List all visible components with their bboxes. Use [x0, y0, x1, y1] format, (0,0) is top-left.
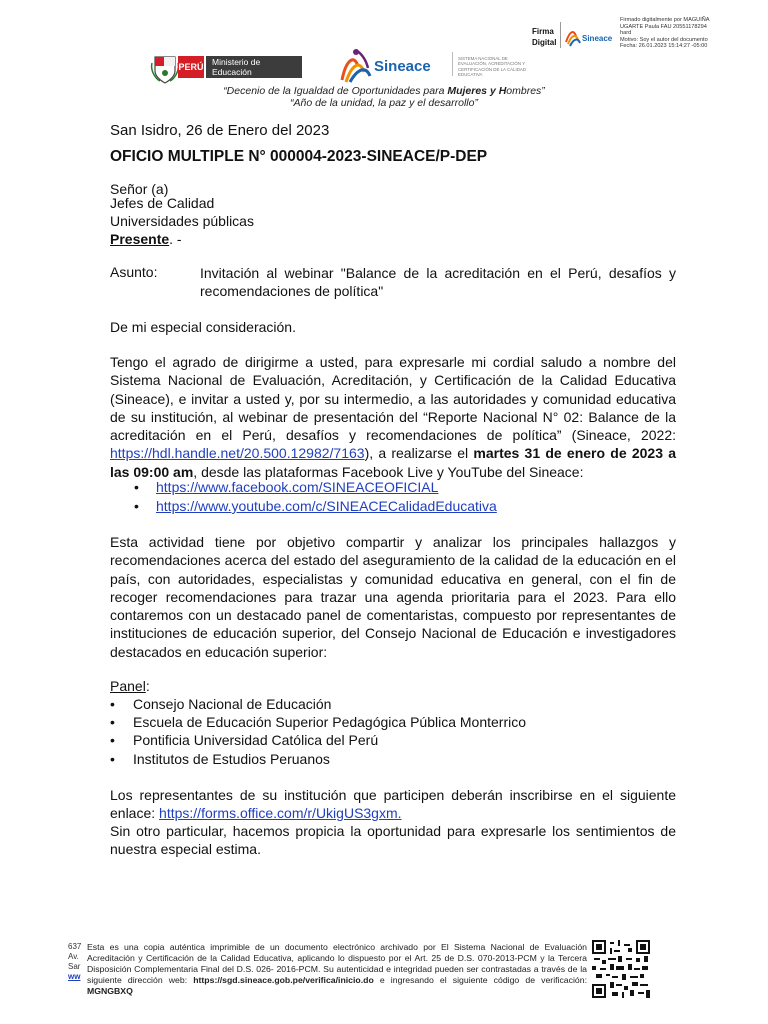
recipient-line: Jefes de Calidad	[110, 195, 215, 211]
registration-link[interactable]: https://forms.office.com/r/UkigUS3gxm.	[159, 805, 402, 822]
signature-divider	[560, 22, 561, 48]
peru-shield-icon	[150, 53, 180, 85]
footer-address-fragment: 637 Av. Sar ww	[68, 942, 82, 981]
paragraph-invitation: Tengo el agrado de dirigirme a usted, para expresarle mi cordial saludo a nombre del Sistema Nacional de Evaluación, Acreditación, y Certificación de la Calidad Educativa (Sineace), e invitar a usted y, por su intermedio, a las autoridades y comunidad educativa de su institución, al webinar de presentación del “Reporte Nacional N° 02: Balance de la acreditación en el Perú, desafíos y recomendaciones de política” (Sineace, 2022: https://hdl.handle.net/20.500.12982/7163), a realizarse el martes 31 de enero de 2023 a las 09:00 am, desde las plataformas Facebook Live y YouTube del Sineace:	[110, 354, 676, 480]
paragraph-closing: Sin otro particular, hacemos propicia la oportunidad para expresarle los sentimientos de nuestra especial estima.	[110, 823, 676, 858]
asunto-label: Asunto:	[110, 264, 158, 280]
sineace-mini-logo-icon	[562, 24, 618, 48]
qr-code-icon	[592, 940, 650, 998]
anio-slogan: “Año de la unidad, la paz y el desarrollo”	[290, 97, 478, 109]
facebook-link[interactable]: https://www.facebook.com/SINEACEOFICIAL	[156, 479, 439, 495]
panel-item: Institutos de Estudios Peruanos	[133, 751, 330, 767]
recipient-line: Universidades públicas	[110, 213, 254, 229]
firma-digital-label: Firma Digital	[532, 27, 557, 47]
bullet-dot: •	[110, 751, 115, 767]
peru-label: PERÚ	[178, 56, 204, 78]
sineace-logo-icon	[336, 46, 376, 84]
oficio-number: OFICIO MULTIPLE N° 000004-2023-SINEACE/P-DEP	[110, 148, 488, 165]
bullet-dot: •	[110, 732, 115, 748]
verification-code: MGNGBXQ	[87, 985, 133, 996]
footer-authenticity-note: Esta es una copia auténtica imprimible de un documento electrónico archivado por El Sistema Nacional de Evaluación Acreditación y Certificación de la Calidad Educativa, aplicando lo dispuesto por el Art. 25 de D.S. 070-2013-PCM y la Tercera Disposición Complementaria Final del D.S. 026- 2016-PCM. Su autenticidad e integridad pueden ser contrastadas a través de la siguiente dirección web: https://sgd.sineace.gob.pe/verifica/inicio.do e ingresando el siguiente código de verificación: MGNGBXQ	[87, 942, 587, 996]
sineace-divider	[452, 52, 453, 76]
bullet-dot: •	[110, 714, 115, 730]
paragraph-registration: Los representantes de su institución que participen deberán inscribirse en el siguiente enlace: https://forms.office.com/r/UkigUS3gxm.	[110, 787, 676, 822]
sineace-wordmark: Sineace	[374, 58, 431, 75]
bullet-dot: •	[110, 696, 115, 712]
svg-text:Sineace: Sineace	[582, 34, 613, 43]
letter-date: San Isidro, 26 de Enero del 2023	[110, 122, 330, 139]
youtube-link[interactable]: https://www.youtube.com/c/SINEACECalidadEducativa	[156, 498, 497, 514]
panel-item: Consejo Nacional de Educación	[133, 696, 332, 712]
greeting: De mi especial consideración.	[110, 319, 296, 335]
panel-item: Pontificia Universidad Católica del Perú	[133, 732, 379, 748]
ministry-label: Ministerio de Educación	[206, 56, 302, 78]
presente-line: Presente. -	[110, 231, 182, 247]
signature-details: Firmado digitalmente por MAGUIÑA UGARTE Paula FAU 20551178294 hard Motivo: Soy el autor del documento Fecha: 26.01.2023 15:14:27 -05:00	[620, 17, 710, 49]
verification-url[interactable]: https://sgd.sineace.gob.pe/verifica/inicio.do	[193, 974, 374, 985]
bullet-dot: •	[134, 498, 139, 514]
bullet-dot: •	[134, 479, 139, 495]
paragraph-objective: Esta actividad tiene por objetivo compartir y analizar los principales hallazgos y recomendaciones acerca del estado del aseguramiento de la calidad de la educación en el país, con autoridades, especialistas y comunidad educativa en general, con el fin de recoger recomendaciones para trazar una agenda prioritaria para el 2023. Para ello contaremos con un destacado panel de comentaristas, compuesto por representantes de instituciones de educación superior, del Consejo Nacional de Educación e investigadores destacados en educación superior:	[110, 534, 676, 660]
panel-item: Escuela de Educación Superior Pedagógica Pública Monterrico	[133, 714, 527, 730]
panel-label: Panel:	[110, 678, 150, 694]
recipient-line: Señor (a)	[110, 181, 169, 197]
asunto-text: Invitación al webinar "Balance de la acreditación en el Perú, desafíos y recomendaciones de política"	[200, 265, 676, 300]
decenio-slogan: “Decenio de la Igualdad de Oportunidades para Mujeres y Hombres”	[223, 85, 545, 97]
report-link[interactable]: https://hdl.handle.net/20.500.12982/7163	[110, 445, 365, 462]
sineace-subtitle: SISTEMA NACIONAL DE EVALUACIÓN, ACREDITACIÓN Y CERTIFICACIÓN DE LA CALIDAD EDUCATIVA	[458, 56, 526, 78]
